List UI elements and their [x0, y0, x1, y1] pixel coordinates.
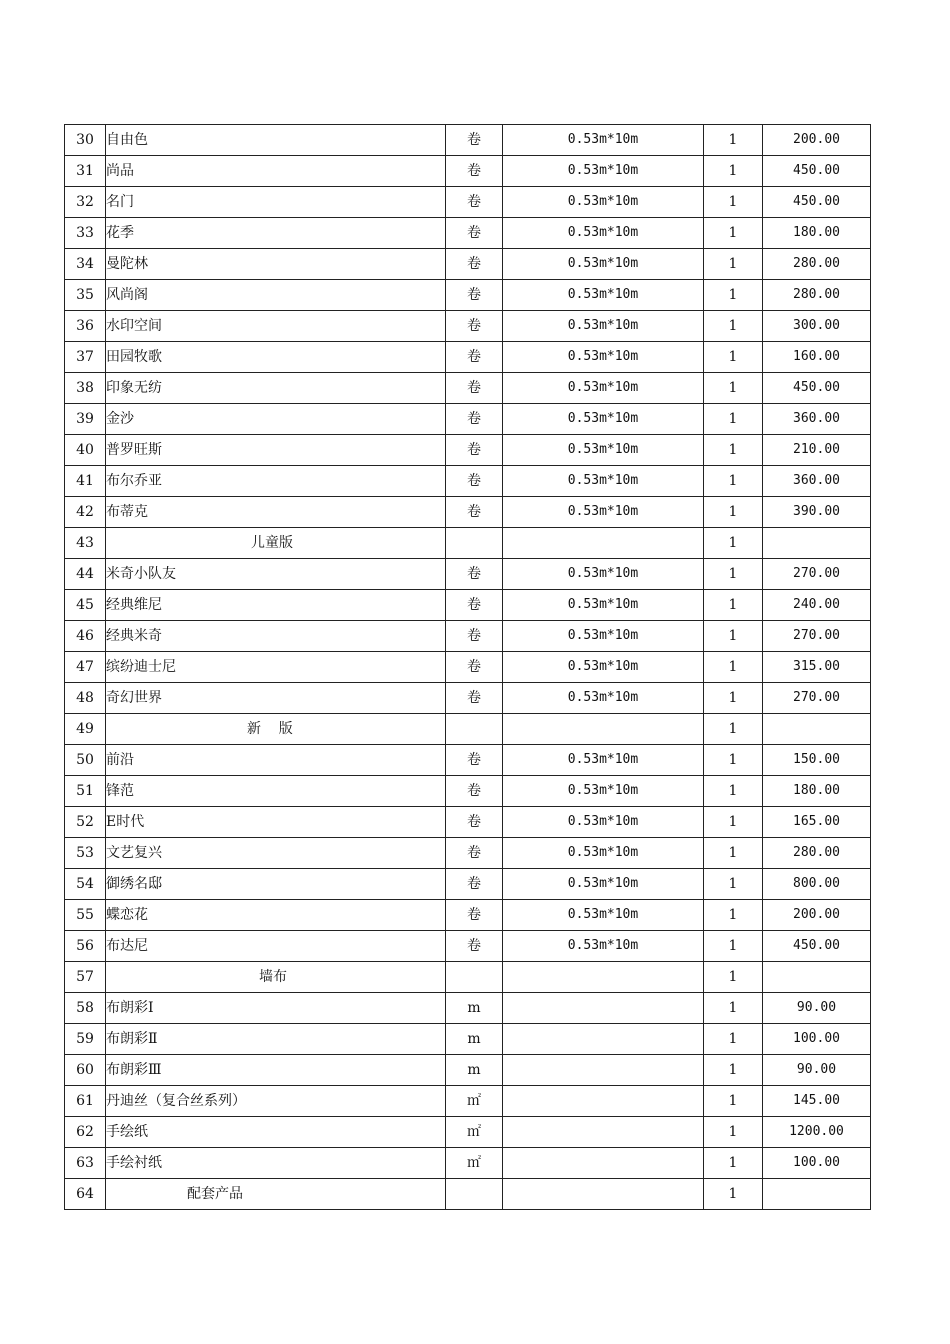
quantity-cell: 1	[704, 900, 763, 931]
unit-cell: 卷	[446, 590, 503, 621]
unit-cell: 卷	[446, 869, 503, 900]
spec-cell: 0.53m*10m	[503, 218, 704, 249]
spec-cell: 0.53m*10m	[503, 156, 704, 187]
table-row	[65, 652, 871, 683]
price-cell: 1200.00	[763, 1117, 871, 1148]
spec-cell: 0.53m*10m	[503, 900, 704, 931]
table-row	[65, 745, 871, 776]
row-number: 51	[65, 776, 106, 807]
table-row	[65, 218, 871, 249]
table-row	[65, 249, 871, 280]
unit-cell	[446, 1179, 503, 1210]
quantity-cell: 1	[704, 714, 763, 745]
row-number: 62	[65, 1117, 106, 1148]
row-number: 32	[65, 187, 106, 218]
price-cell: 200.00	[763, 900, 871, 931]
row-number: 50	[65, 745, 106, 776]
row-number: 59	[65, 1024, 106, 1055]
table-row	[65, 1148, 871, 1179]
row-number: 31	[65, 156, 106, 187]
spec-cell: 0.53m*10m	[503, 559, 704, 590]
price-cell: 800.00	[763, 869, 871, 900]
price-cell: 90.00	[763, 993, 871, 1024]
spec-cell: 0.53m*10m	[503, 652, 704, 683]
price-cell: 270.00	[763, 621, 871, 652]
unit-cell: 卷	[446, 900, 503, 931]
table-row	[65, 497, 871, 528]
unit-cell: m	[446, 993, 503, 1024]
row-number: 44	[65, 559, 106, 590]
unit-cell: 卷	[446, 435, 503, 466]
table-row	[65, 869, 871, 900]
unit-cell	[446, 714, 503, 745]
spec-cell: 0.53m*10m	[503, 776, 704, 807]
spec-cell: 0.53m*10m	[503, 838, 704, 869]
quantity-cell: 1	[704, 776, 763, 807]
price-cell: 145.00	[763, 1086, 871, 1117]
quantity-cell: 1	[704, 435, 763, 466]
row-number: 53	[65, 838, 106, 869]
unit-cell: 卷	[446, 373, 503, 404]
price-cell: 100.00	[763, 1024, 871, 1055]
row-number: 33	[65, 218, 106, 249]
table-row	[65, 373, 871, 404]
unit-cell: ㎡	[446, 1086, 503, 1117]
quantity-cell: 1	[704, 962, 763, 993]
spec-cell	[503, 714, 704, 745]
product-name: 御绣名邸	[106, 869, 446, 900]
table-row	[65, 280, 871, 311]
spec-cell	[503, 1148, 704, 1179]
unit-cell: ㎡	[446, 1148, 503, 1179]
section-title: 配套产品	[106, 1179, 446, 1210]
spec-cell: 0.53m*10m	[503, 280, 704, 311]
price-cell: 270.00	[763, 683, 871, 714]
product-name: 丹迪丝（复合丝系列）	[106, 1086, 446, 1117]
product-name: 锋范	[106, 776, 446, 807]
table-row	[65, 435, 871, 466]
unit-cell: m	[446, 1055, 503, 1086]
table-row	[65, 404, 871, 435]
row-number: 54	[65, 869, 106, 900]
spec-cell: 0.53m*10m	[503, 497, 704, 528]
quantity-cell: 1	[704, 218, 763, 249]
price-cell	[763, 714, 871, 745]
price-cell: 180.00	[763, 218, 871, 249]
product-name: 奇幻世界	[106, 683, 446, 714]
table-row	[65, 590, 871, 621]
spec-cell: 0.53m*10m	[503, 745, 704, 776]
unit-cell: 卷	[446, 745, 503, 776]
product-name: 自由色	[106, 125, 446, 156]
row-number: 56	[65, 931, 106, 962]
unit-cell: 卷	[446, 838, 503, 869]
row-number: 37	[65, 342, 106, 373]
row-number: 42	[65, 497, 106, 528]
product-name: 水印空间	[106, 311, 446, 342]
table-row	[65, 1055, 871, 1086]
unit-cell: 卷	[446, 280, 503, 311]
product-name: 普罗旺斯	[106, 435, 446, 466]
row-number: 34	[65, 249, 106, 280]
quantity-cell: 1	[704, 373, 763, 404]
spec-cell: 0.53m*10m	[503, 311, 704, 342]
product-name: 花季	[106, 218, 446, 249]
row-number: 63	[65, 1148, 106, 1179]
product-name: 布蒂克	[106, 497, 446, 528]
row-number: 47	[65, 652, 106, 683]
table-row	[65, 1024, 871, 1055]
unit-cell: 卷	[446, 621, 503, 652]
unit-cell: 卷	[446, 187, 503, 218]
row-number: 43	[65, 528, 106, 559]
spec-cell	[503, 1086, 704, 1117]
unit-cell: 卷	[446, 497, 503, 528]
section-title: 儿童版	[106, 528, 446, 559]
quantity-cell: 1	[704, 931, 763, 962]
table-row	[65, 1117, 871, 1148]
row-number: 61	[65, 1086, 106, 1117]
quantity-cell: 1	[704, 125, 763, 156]
price-cell: 450.00	[763, 156, 871, 187]
quantity-cell: 1	[704, 1148, 763, 1179]
unit-cell: 卷	[446, 125, 503, 156]
unit-cell: 卷	[446, 683, 503, 714]
unit-cell: 卷	[446, 249, 503, 280]
quantity-cell: 1	[704, 280, 763, 311]
unit-cell: 卷	[446, 931, 503, 962]
section-title: 墙布	[106, 962, 446, 993]
price-cell: 200.00	[763, 125, 871, 156]
quantity-cell: 1	[704, 156, 763, 187]
unit-cell: 卷	[446, 807, 503, 838]
section-row	[65, 528, 871, 559]
product-name: 布朗彩Ⅱ	[106, 1024, 446, 1055]
table-row	[65, 466, 871, 497]
row-number: 40	[65, 435, 106, 466]
section-row	[65, 1179, 871, 1210]
product-name: 蝶恋花	[106, 900, 446, 931]
quantity-cell: 1	[704, 1086, 763, 1117]
quantity-cell: 1	[704, 559, 763, 590]
quantity-cell: 1	[704, 807, 763, 838]
price-cell	[763, 1179, 871, 1210]
unit-cell: 卷	[446, 342, 503, 373]
quantity-cell: 1	[704, 1055, 763, 1086]
table-row	[65, 187, 871, 218]
section-row	[65, 962, 871, 993]
price-cell: 360.00	[763, 404, 871, 435]
row-number: 39	[65, 404, 106, 435]
quantity-cell: 1	[704, 249, 763, 280]
spec-cell: 0.53m*10m	[503, 621, 704, 652]
product-name: 前沿	[106, 745, 446, 776]
price-cell: 180.00	[763, 776, 871, 807]
row-number: 55	[65, 900, 106, 931]
price-cell: 450.00	[763, 187, 871, 218]
price-cell: 100.00	[763, 1148, 871, 1179]
price-table-body	[65, 125, 871, 1210]
unit-cell: 卷	[446, 466, 503, 497]
row-number: 58	[65, 993, 106, 1024]
product-name: 印象无纺	[106, 373, 446, 404]
row-number: 52	[65, 807, 106, 838]
product-name: 文艺复兴	[106, 838, 446, 869]
spec-cell	[503, 993, 704, 1024]
price-cell: 280.00	[763, 838, 871, 869]
spec-cell: 0.53m*10m	[503, 404, 704, 435]
product-name: 曼陀林	[106, 249, 446, 280]
quantity-cell: 1	[704, 745, 763, 776]
spec-cell	[503, 528, 704, 559]
table-row	[65, 683, 871, 714]
unit-cell: 卷	[446, 156, 503, 187]
unit-cell: 卷	[446, 776, 503, 807]
quantity-cell: 1	[704, 683, 763, 714]
row-number: 45	[65, 590, 106, 621]
price-cell: 450.00	[763, 373, 871, 404]
spec-cell: 0.53m*10m	[503, 373, 704, 404]
spec-cell	[503, 1117, 704, 1148]
product-name: 金沙	[106, 404, 446, 435]
row-number: 35	[65, 280, 106, 311]
price-cell: 165.00	[763, 807, 871, 838]
table-row	[65, 311, 871, 342]
unit-cell: 卷	[446, 404, 503, 435]
quantity-cell: 1	[704, 838, 763, 869]
price-cell: 270.00	[763, 559, 871, 590]
price-cell: 210.00	[763, 435, 871, 466]
product-name: 布朗彩Ⅰ	[106, 993, 446, 1024]
product-name: 经典维尼	[106, 590, 446, 621]
quantity-cell: 1	[704, 1117, 763, 1148]
quantity-cell: 1	[704, 497, 763, 528]
price-cell: 450.00	[763, 931, 871, 962]
product-name: 田园牧歌	[106, 342, 446, 373]
quantity-cell: 1	[704, 590, 763, 621]
table-row	[65, 342, 871, 373]
price-cell	[763, 962, 871, 993]
unit-cell: 卷	[446, 652, 503, 683]
price-cell: 360.00	[763, 466, 871, 497]
table-row	[65, 838, 871, 869]
unit-cell: 卷	[446, 311, 503, 342]
quantity-cell: 1	[704, 404, 763, 435]
price-cell: 150.00	[763, 745, 871, 776]
product-name: 尚品	[106, 156, 446, 187]
spec-cell: 0.53m*10m	[503, 249, 704, 280]
spec-cell	[503, 1024, 704, 1055]
table-row	[65, 621, 871, 652]
quantity-cell: 1	[704, 528, 763, 559]
product-name: 风尚阁	[106, 280, 446, 311]
spec-cell	[503, 1179, 704, 1210]
row-number: 60	[65, 1055, 106, 1086]
row-number: 57	[65, 962, 106, 993]
table-row	[65, 1086, 871, 1117]
spec-cell: 0.53m*10m	[503, 590, 704, 621]
quantity-cell: 1	[704, 993, 763, 1024]
price-cell: 390.00	[763, 497, 871, 528]
quantity-cell: 1	[704, 1179, 763, 1210]
spec-cell: 0.53m*10m	[503, 187, 704, 218]
price-cell: 90.00	[763, 1055, 871, 1086]
table-row	[65, 125, 871, 156]
row-number: 41	[65, 466, 106, 497]
unit-cell: m	[446, 1024, 503, 1055]
spec-cell: 0.53m*10m	[503, 435, 704, 466]
spec-cell	[503, 962, 704, 993]
table-row	[65, 156, 871, 187]
price-cell: 240.00	[763, 590, 871, 621]
row-number: 30	[65, 125, 106, 156]
spec-cell: 0.53m*10m	[503, 683, 704, 714]
spec-cell: 0.53m*10m	[503, 342, 704, 373]
table-row	[65, 776, 871, 807]
table-row	[65, 900, 871, 931]
product-name: 手绘衬纸	[106, 1148, 446, 1179]
quantity-cell: 1	[704, 187, 763, 218]
price-cell: 300.00	[763, 311, 871, 342]
quantity-cell: 1	[704, 466, 763, 497]
price-table	[64, 124, 871, 1210]
spec-cell: 0.53m*10m	[503, 869, 704, 900]
product-name: 缤纷迪士尼	[106, 652, 446, 683]
spec-cell: 0.53m*10m	[503, 466, 704, 497]
row-number: 48	[65, 683, 106, 714]
unit-cell: 卷	[446, 218, 503, 249]
quantity-cell: 1	[704, 869, 763, 900]
product-name: 名门	[106, 187, 446, 218]
row-number: 49	[65, 714, 106, 745]
product-name: 布朗彩Ⅲ	[106, 1055, 446, 1086]
product-name: 布达尼	[106, 931, 446, 962]
price-cell	[763, 528, 871, 559]
quantity-cell: 1	[704, 652, 763, 683]
section-title: 新 版	[106, 714, 446, 745]
row-number: 46	[65, 621, 106, 652]
section-row	[65, 714, 871, 745]
row-number: 64	[65, 1179, 106, 1210]
spec-cell: 0.53m*10m	[503, 807, 704, 838]
table-row	[65, 931, 871, 962]
spec-cell	[503, 1055, 704, 1086]
price-cell: 280.00	[763, 280, 871, 311]
spec-cell: 0.53m*10m	[503, 931, 704, 962]
price-cell: 160.00	[763, 342, 871, 373]
product-name: 米奇小队友	[106, 559, 446, 590]
quantity-cell: 1	[704, 311, 763, 342]
table-row	[65, 559, 871, 590]
unit-cell: 卷	[446, 559, 503, 590]
price-cell: 280.00	[763, 249, 871, 280]
product-name: 布尔乔亚	[106, 466, 446, 497]
product-name: 手绘纸	[106, 1117, 446, 1148]
table-row	[65, 807, 871, 838]
quantity-cell: 1	[704, 1024, 763, 1055]
unit-cell	[446, 528, 503, 559]
product-name: 经典米奇	[106, 621, 446, 652]
price-cell: 315.00	[763, 652, 871, 683]
quantity-cell: 1	[704, 342, 763, 373]
row-number: 36	[65, 311, 106, 342]
row-number: 38	[65, 373, 106, 404]
unit-cell: ㎡	[446, 1117, 503, 1148]
unit-cell	[446, 962, 503, 993]
product-name: E时代	[106, 807, 446, 838]
quantity-cell: 1	[704, 621, 763, 652]
spec-cell: 0.53m*10m	[503, 125, 704, 156]
table-row	[65, 993, 871, 1024]
